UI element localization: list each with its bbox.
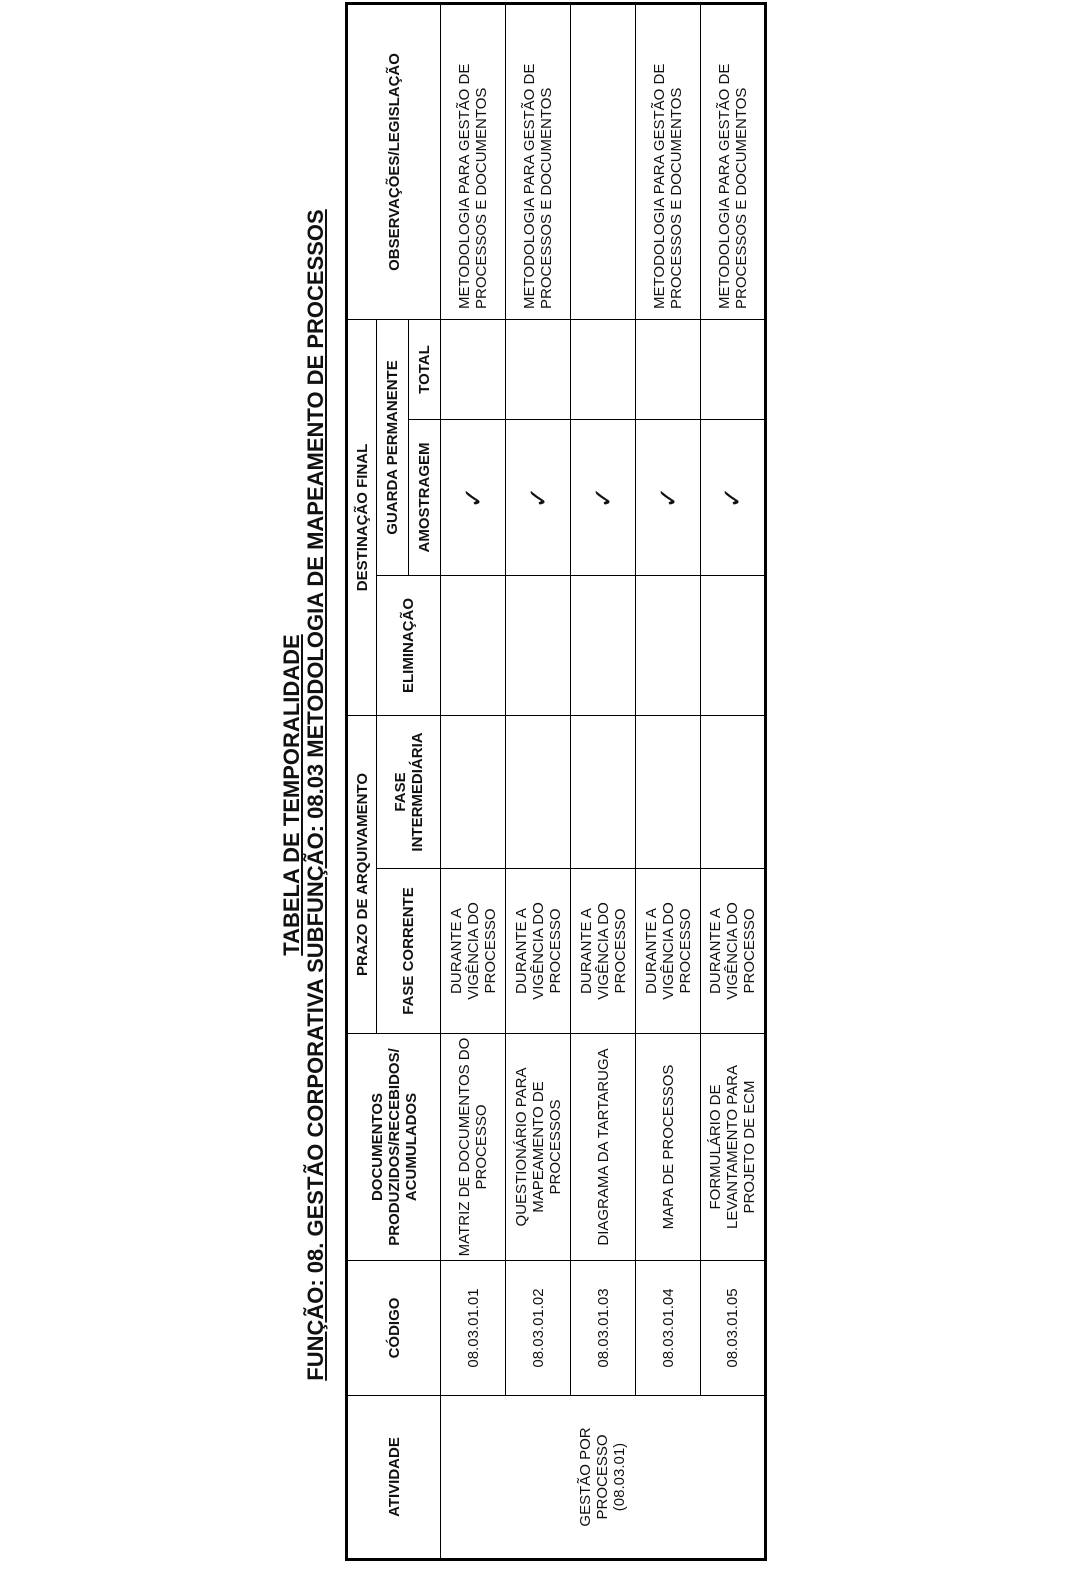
- cell-observacoes: [571, 3, 636, 319]
- cell-codigo: 08.03.01.02: [506, 1261, 571, 1396]
- header-amostragem: AMOSTRAGEM: [409, 419, 441, 575]
- cell-fase-corrente: DURANTE A VIGÊNCIA DO PROCESSO: [506, 869, 571, 1034]
- table-row: [441, 3, 506, 1559]
- header-fase-corrente: FASE CORRENTE: [377, 869, 441, 1034]
- cell-eliminacao: [701, 575, 766, 715]
- table-row: [701, 3, 766, 1559]
- table-row: [636, 3, 701, 1559]
- header-total: TOTAL: [409, 319, 441, 419]
- cell-documento: QUESTIONÁRIO PARA MAPEAMENTO DE PROCESSOS: [506, 1034, 571, 1261]
- subtitle-subfuncao: SUBFUNÇÃO: 08.03 METODOLOGIA DE MAPEAMENTO DE PROCESSOS: [303, 209, 328, 973]
- cell-documento: MATRIZ DE DOCUMENTOS DO PROCESSO: [441, 1034, 506, 1261]
- cell-total: [571, 319, 636, 419]
- page-subtitle: [304, 35, 328, 1555]
- cell-total: [506, 319, 571, 419]
- cell-observacoes: METODOLOGIA PARA GESTÃO DE PROCESSOS E DOCUMENTOS: [441, 3, 506, 319]
- cell-codigo: 08.03.01.03: [571, 1261, 636, 1396]
- cell-fase-intermediaria: [636, 715, 701, 868]
- page-title: TABELA DE TEMPORALIDADE: [279, 634, 304, 956]
- cell-eliminacao: [636, 575, 701, 715]
- cell-fase-intermediaria: [571, 715, 636, 868]
- header-eliminacao: ELIMINAÇÃO: [377, 575, 441, 715]
- cell-fase-intermediaria: [701, 715, 766, 868]
- cell-eliminacao: [571, 575, 636, 715]
- cell-fase-intermediaria: [441, 715, 506, 868]
- subtitle-funcao: FUNÇÃO: 08. GESTÃO CORPORATIVA: [303, 979, 328, 1381]
- cell-atividade: GESTÃO POR PROCESSO (08.03.01): [441, 1396, 766, 1560]
- header-guarda: GUARDA PERMANENTE: [377, 319, 409, 575]
- cell-fase-corrente: DURANTE A VIGÊNCIA DO PROCESSO: [636, 869, 701, 1034]
- cell-codigo: 08.03.01.05: [701, 1261, 766, 1396]
- cell-amostragem: ✓: [571, 419, 636, 575]
- cell-amostragem: ✓: [441, 419, 506, 575]
- header-fase-intermediaria: FASE INTERMEDIÁRIA: [377, 715, 441, 868]
- cell-total: [701, 319, 766, 419]
- table-row: [571, 3, 636, 1559]
- temporality-table: [345, 2, 767, 1561]
- cell-amostragem: ✓: [701, 419, 766, 575]
- cell-eliminacao: [506, 575, 571, 715]
- header-atividade: ATIVIDADE: [347, 1396, 441, 1560]
- cell-eliminacao: [441, 575, 506, 715]
- cell-amostragem: ✓: [636, 419, 701, 575]
- cell-total: [636, 319, 701, 419]
- header-prazo: PRAZO DE ARQUIVAMENTO: [347, 715, 377, 1033]
- cell-total: [441, 319, 506, 419]
- cell-fase-corrente: DURANTE A VIGÊNCIA DO PROCESSO: [701, 869, 766, 1034]
- cell-fase-corrente: DURANTE A VIGÊNCIA DO PROCESSO: [441, 869, 506, 1034]
- cell-fase-corrente: DURANTE A VIGÊNCIA DO PROCESSO: [571, 869, 636, 1034]
- header-observacoes: OBSERVAÇÕES/LEGISLAÇÃO: [347, 3, 441, 319]
- cell-documento: DIAGRAMA DA TARTARUGA: [571, 1034, 636, 1261]
- header-documentos: DOCUMENTOS PRODUZIDOS/RECEBIDOS/ ACUMULADOS: [347, 1034, 441, 1261]
- cell-observacoes: METODOLOGIA PARA GESTÃO DE PROCESSOS E DOCUMENTOS: [506, 3, 571, 319]
- cell-codigo: 08.03.01.04: [636, 1261, 701, 1396]
- header-destinacao: DESTINAÇÃO FINAL: [347, 319, 377, 715]
- cell-documento: FORMULÁRIO DE LEVANTAMENTO PARA PROJETO DE ECM: [701, 1034, 766, 1261]
- cell-fase-intermediaria: [506, 715, 571, 868]
- cell-observacoes: METODOLOGIA PARA GESTÃO DE PROCESSOS E DOCUMENTOS: [701, 3, 766, 319]
- cell-amostragem: ✓: [506, 419, 571, 575]
- cell-codigo: 08.03.01.01: [441, 1261, 506, 1396]
- cell-documento: MAPA DE PROCESSOS: [636, 1034, 701, 1261]
- cell-observacoes: METODOLOGIA PARA GESTÃO DE PROCESSOS E DOCUMENTOS: [636, 3, 701, 319]
- header-codigo: CÓDIGO: [347, 1261, 441, 1396]
- table-row: [506, 3, 571, 1559]
